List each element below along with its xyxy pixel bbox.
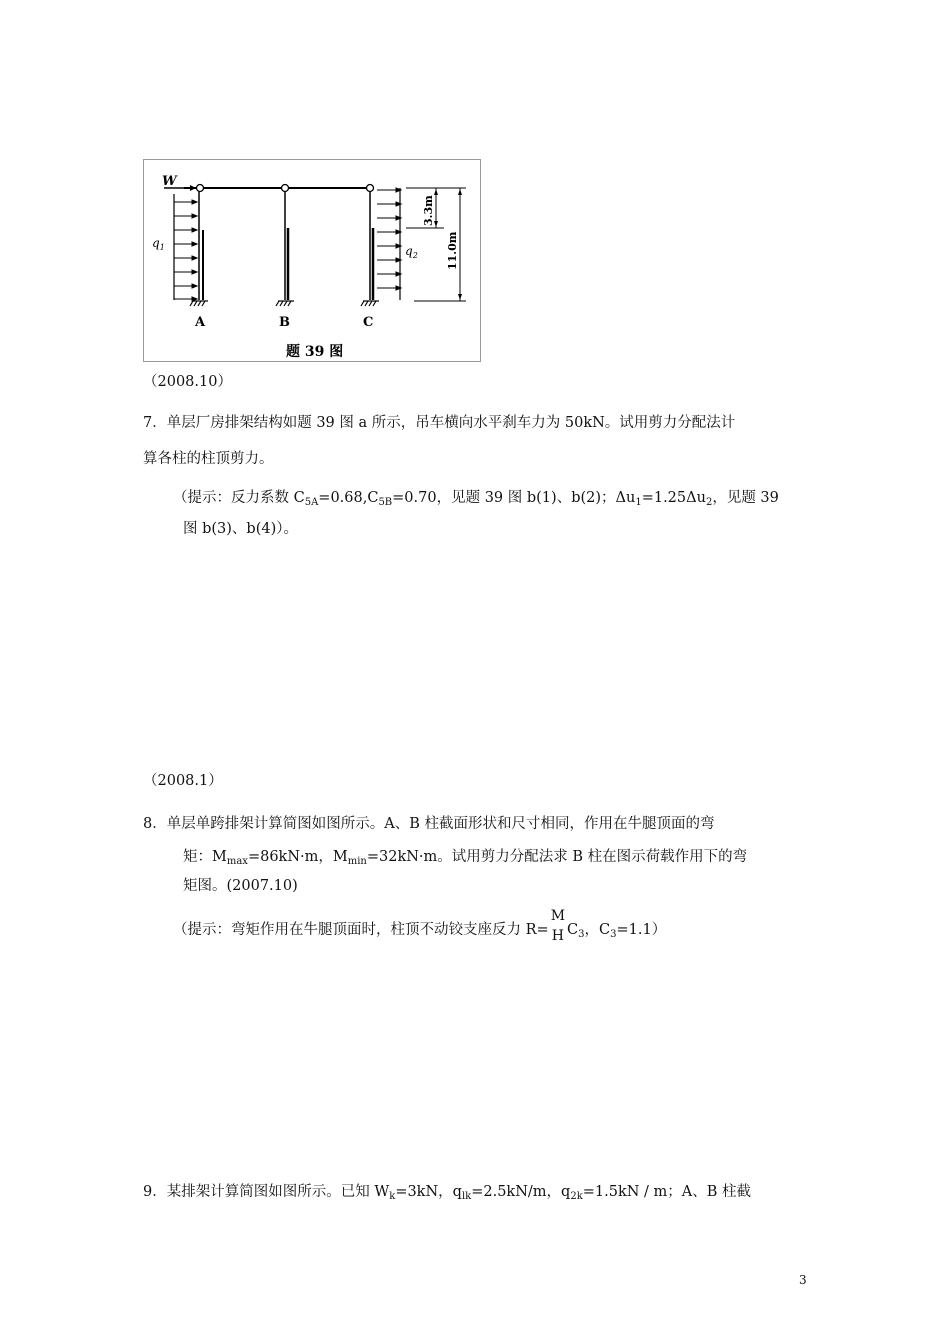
- q7-hint-line1: （提示：反力系数 $C_{5A}=0.68,C_{5B}=0.70$，见题 39 图 b(1)、b(2)；$\Delta u_1=1.25\Delta u_2$，见题 39: [173, 490, 779, 508]
- q8-line3: 矩图。(2007.10): [183, 878, 298, 894]
- q7-line1: 7．单层厂房排架结构如题 39 图 a 所示，吊车横向水平刹车力为 50kN。试用剪力分配法计: [143, 415, 736, 431]
- column-c-label: C: [363, 315, 374, 330]
- q8-line2: 矩：$M_{max}=86kN\cdot m$，$M_{min}=32kN\cdot m$。试用剪力分配法求 B 柱在图示荷载作用下的弯: [183, 849, 748, 867]
- dim-top-label: 3.3m: [422, 195, 435, 226]
- date-2008-1: （2008.1）: [143, 773, 223, 789]
- q7-line2: 算各柱的柱顶剪力。: [143, 451, 274, 467]
- page-number: 3: [799, 1273, 807, 1287]
- bent-frame-diagram: [144, 160, 482, 363]
- q7-hint-line2: 图 b(3)、b(4)）。: [183, 521, 299, 537]
- fraction-m-over-h: M H: [550, 908, 566, 944]
- column-b-label: B: [279, 315, 290, 330]
- q9-line1: 9．某排架计算简图如图所示。已知 $W_k=3kN$，$q_{lk}=2.5kN/m$，$q_{2k}=1.5kN / m$；A、B 柱截: [143, 1184, 752, 1202]
- q8-hint: （提示：弯矩作用在牛腿顶面时，柱顶不动铰支座反力 R= M H $C_3$，$C_3=1.1$）: [173, 908, 667, 944]
- column-a-label: A: [195, 315, 206, 330]
- dim-total-label: 11.0m: [446, 231, 459, 270]
- q8-line1: 8．单层单跨排架计算简图如图所示。A、B 柱截面形状和尺寸相同，作用在牛腿顶面的弯: [143, 816, 715, 832]
- load-q1-label: $q_1$: [152, 236, 165, 252]
- figure-caption: 题 39 图: [286, 344, 344, 360]
- date-2008-10: （2008.10）: [143, 374, 232, 390]
- load-w-label: W: [162, 174, 177, 189]
- load-q2-label: $q_2$: [405, 244, 418, 260]
- figure-39: [143, 159, 481, 362]
